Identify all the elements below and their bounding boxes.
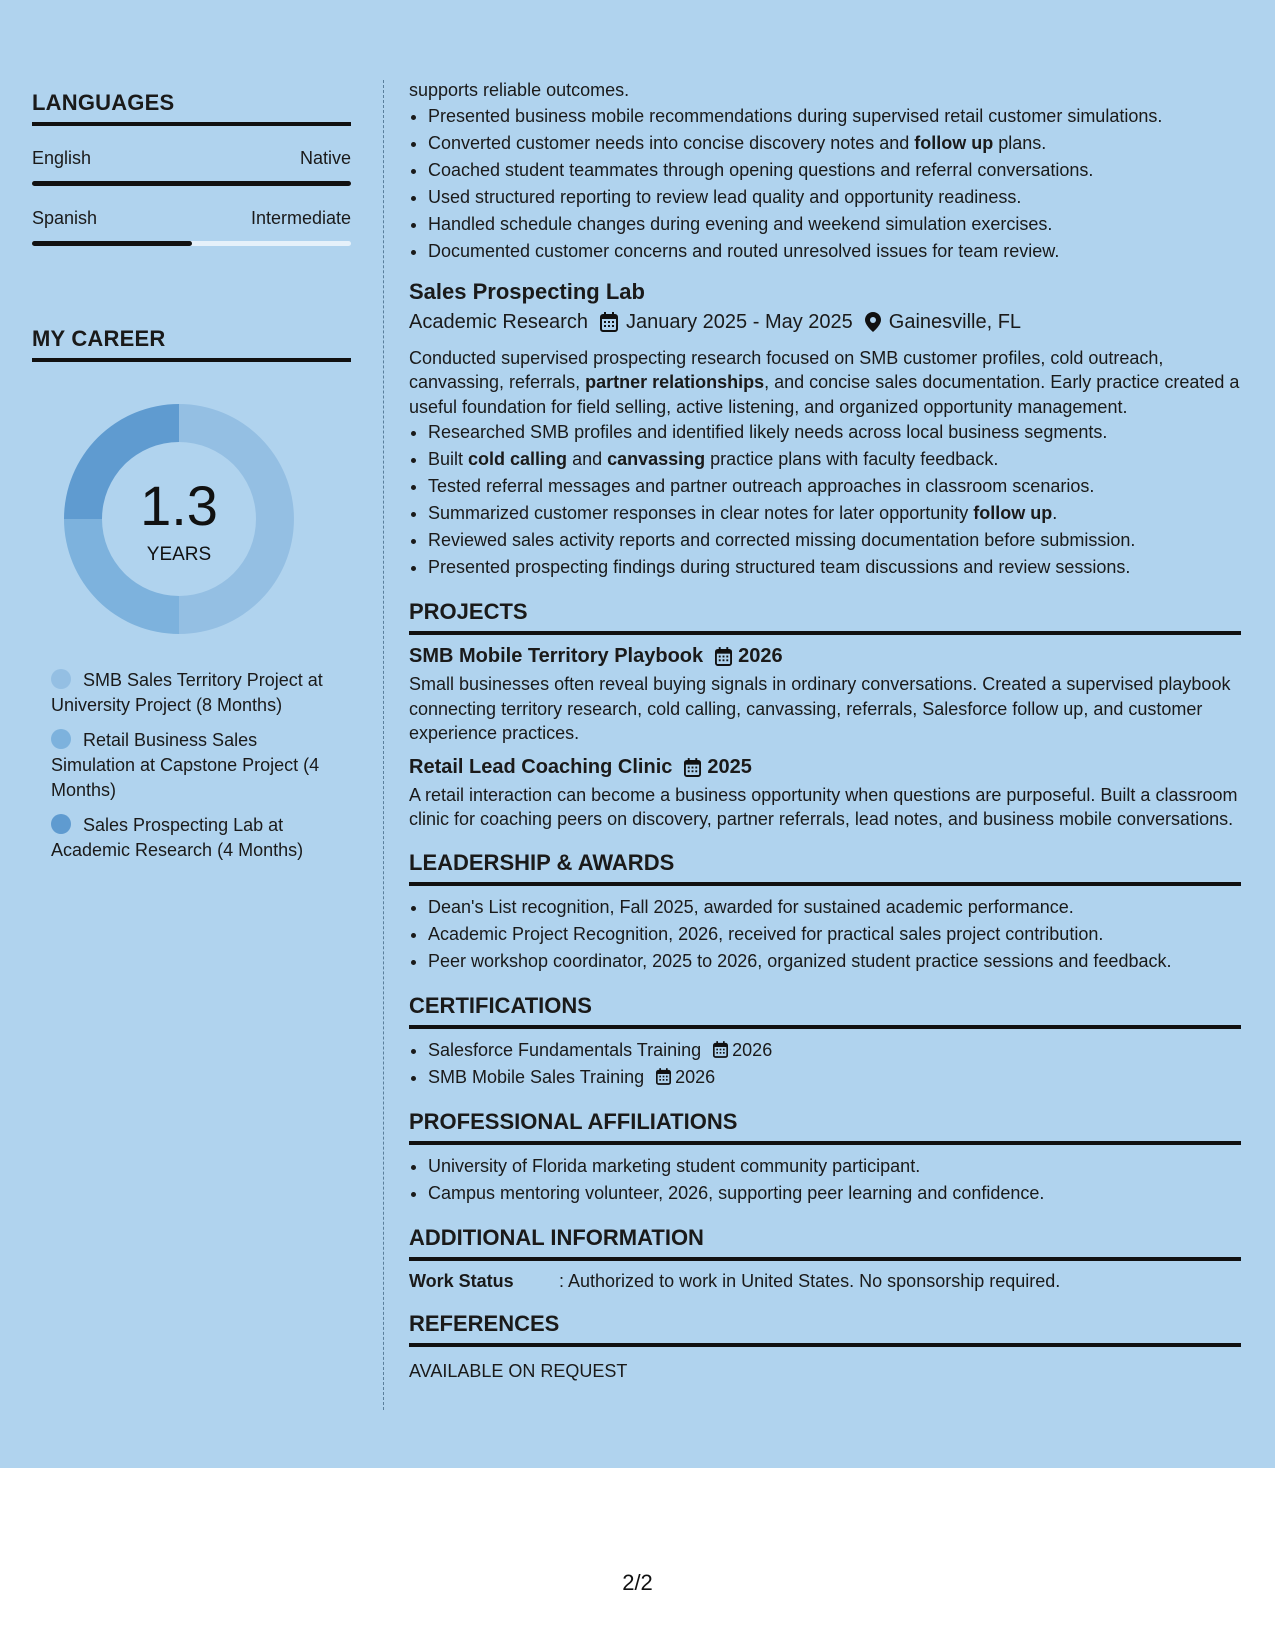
award-item: • Dean's List recognition, Fall 2025, awarded for sustained academic performance. <box>428 894 1241 921</box>
calendar-icon <box>656 1068 671 1085</box>
work-status-row <box>409 1269 1241 1293</box>
project-year: 2026 <box>738 645 783 667</box>
career-heading: MY CAREER <box>32 326 351 362</box>
certification-item: • Salesforce Fundamentals Training 2026 <box>428 1037 1241 1064</box>
certifications-list <box>409 1037 1241 1091</box>
career-legend <box>51 668 341 863</box>
calendar-icon <box>684 758 701 777</box>
certification-year: 2026 <box>675 1066 716 1087</box>
language-level: Native <box>299 148 351 168</box>
language-proficiency-bar <box>32 181 351 186</box>
additional-heading: ADDITIONAL INFORMATION <box>409 1225 1241 1261</box>
language-item <box>32 148 351 186</box>
circle-dot-icon <box>51 669 71 689</box>
project-description: A retail interaction can become a business opportunity when questions are purposeful. Built a classroom clinic for coaching peers on discovery, partner referrals, lead notes, and business mobile conversations. <box>409 784 1238 829</box>
project-description: Small businesses often reveal buying signals in ordinary conversations. Created a supervised playbook connecting territory research, cold calling, canvassing, referrals, Salesforce follow up, and customer experience practices. <box>409 674 1231 743</box>
calendar-icon <box>713 1041 728 1058</box>
award-item: • Peer workshop coordinator, 2025 to 2026, organized student practice sessions and feedback. <box>428 948 1241 975</box>
bullet-item: • Researched SMB profiles and identified likely needs across local business segments. <box>428 419 1241 446</box>
language-level: Intermediate <box>250 208 351 228</box>
bullet-item: • Documented customer concerns and routed unresolved issues for team review. <box>428 238 1241 265</box>
bullet-item: • Tested referral messages and partner outreach approaches in classroom scenarios. <box>428 473 1241 500</box>
references-text: AVAILABLE ON REQUEST <box>409 1360 628 1381</box>
continued-text: supports reliable outcomes. <box>409 80 630 100</box>
job-organization: Academic Research <box>409 310 588 333</box>
job-location: Gainesville, FL <box>888 310 1022 333</box>
job-title: Sales Prospecting Lab <box>409 278 645 304</box>
career-donut-chart <box>64 404 294 634</box>
award-item: • Academic Project Recognition, 2026, received for practical sales project contribution. <box>428 921 1241 948</box>
legend-item <box>51 668 341 718</box>
legend-item <box>51 728 341 803</box>
map-pin-icon <box>865 312 881 332</box>
bullet-item: • Presented business mobile recommendations during supervised retail customer simulations. <box>428 103 1241 130</box>
affiliations-list <box>409 1153 1241 1207</box>
project-title: SMB Mobile Territory Playbook 2026 <box>409 645 783 667</box>
legend-item <box>51 813 341 863</box>
bullet-item: • Presented prospecting findings during structured team discussions and review sessions. <box>428 554 1241 581</box>
job-description: Conducted supervised prospecting research focused on SMB customer profiles, cold outreach, canvassing, referrals, partner relationships, and concise sales documentation. Early practice created a useful foundation for field selling, active listening, and organized opportunity management. <box>409 347 1240 417</box>
awards-heading: LEADERSHIP & AWARDS <box>409 850 1241 886</box>
certification-item: • SMB Mobile Sales Training 2026 <box>428 1064 1241 1091</box>
references-heading: REFERENCES <box>409 1311 1241 1347</box>
language-proficiency-fill <box>32 241 192 246</box>
languages-heading: LANGUAGES <box>32 90 351 126</box>
projects-heading: PROJECTS <box>409 599 1241 635</box>
affiliation-item: • Campus mentoring volunteer, 2026, supporting peer learning and confidence. <box>428 1180 1241 1207</box>
career-total: 1.3 <box>140 474 218 537</box>
language-name: Spanish <box>32 208 98 228</box>
awards-list <box>409 894 1241 975</box>
bullet-item: • Handled schedule changes during evening and weekend simulation exercises. <box>428 211 1241 238</box>
right-column <box>409 78 1241 1383</box>
job-bullets <box>409 419 1241 581</box>
job-dates: January 2025 - May 2025 <box>625 310 853 333</box>
language-proficiency-bar <box>32 241 351 246</box>
language-item <box>32 208 351 246</box>
affiliation-item: • University of Florida marketing student community participant. <box>428 1153 1241 1180</box>
bullet-item: • Reviewed sales activity reports and corrected missing documentation before submission. <box>428 527 1241 554</box>
bullet-item: • Coached student teammates through opening questions and referral conversations. <box>428 157 1241 184</box>
column-divider <box>383 80 384 1410</box>
circle-dot-icon <box>51 814 71 834</box>
career-unit: YEARS <box>146 544 212 565</box>
calendar-icon <box>600 312 618 332</box>
legend-label: Retail Business Sales Simulation at Capstone Project (4 Months) <box>51 730 320 800</box>
bullet-item: • Summarized customer responses in clear notes for later opportunity follow up. <box>428 500 1241 527</box>
certifications-heading: CERTIFICATIONS <box>409 993 1241 1029</box>
language-name: English <box>32 148 92 168</box>
work-status-label: Work Status <box>409 1270 514 1291</box>
certification-year: 2026 <box>732 1039 773 1060</box>
bullet-item: • Used structured reporting to review lead quality and opportunity readiness. <box>428 184 1241 211</box>
bullet-item: • Converted customer needs into concise discovery notes and follow up plans. <box>428 130 1241 157</box>
bullet-item: • Built cold calling and canvassing practice plans with faculty feedback. <box>428 446 1241 473</box>
left-column <box>32 90 351 873</box>
legend-label: Sales Prospecting Lab at Academic Research (4 Months) <box>51 815 304 860</box>
project-title: Retail Lead Coaching Clinic 2025 <box>409 755 752 778</box>
page-number: 2/2 <box>622 1570 653 1595</box>
calendar-icon <box>715 647 732 666</box>
job-meta <box>409 311 1241 334</box>
legend-label: SMB Sales Territory Project at University Project (8 Months) <box>51 670 323 715</box>
language-proficiency-fill <box>32 181 351 186</box>
project-year: 2025 <box>707 755 752 778</box>
work-status-value: : Authorized to work in United States. No sponsorship required. <box>559 1270 1061 1291</box>
experience-bullets <box>409 103 1241 265</box>
affiliations-heading: PROFESSIONAL AFFILIATIONS <box>409 1109 1241 1145</box>
circle-dot-icon <box>51 729 71 749</box>
